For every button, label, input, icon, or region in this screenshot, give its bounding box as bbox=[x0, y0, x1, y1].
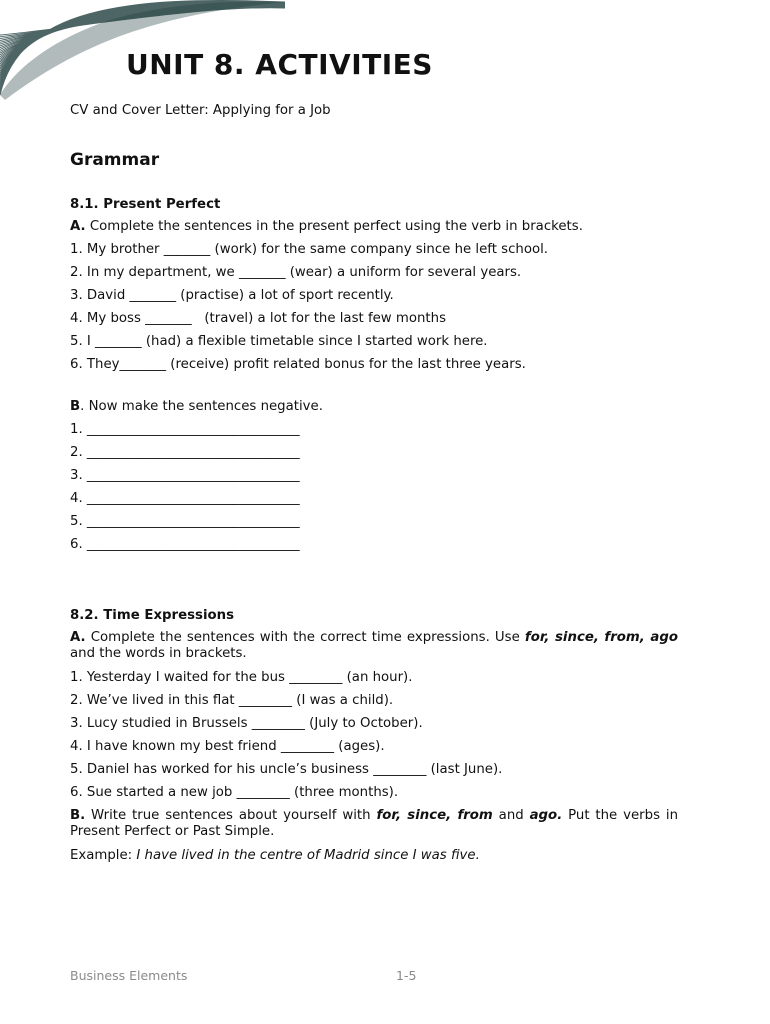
answer-line: 5. ________________________________ bbox=[70, 514, 300, 529]
example-sentence: Example: I have lived in the centre of Madrid since I was five. bbox=[70, 848, 480, 863]
footer-page-number: 1-5 bbox=[396, 968, 417, 983]
exercise-item: 3. Lucy studied in Brussels ________ (July to October). bbox=[70, 716, 423, 731]
part-label: A. bbox=[70, 219, 86, 234]
exercise-item: 2. We’ve lived in this flat ________ (I was a child). bbox=[70, 693, 394, 708]
part-label: B. bbox=[70, 808, 86, 823]
exercise-item: 1. Yesterday I waited for the bus ________ (an hour). bbox=[70, 670, 413, 685]
unit-subtitle: CV and Cover Letter: Applying for a Job bbox=[70, 103, 331, 118]
footer-publication: Business Elements bbox=[70, 968, 188, 983]
answer-line: 4. ________________________________ bbox=[70, 491, 300, 506]
exercise-item: 6. They_______ (receive) profit related bonus for the last three years. bbox=[70, 357, 526, 372]
exercise-item: 4. My boss _______ (travel) a lot for the last few months bbox=[70, 311, 446, 326]
instruction-8-2-a: A. Complete the sentences with the correct time expressions. Use for, since, from, ago and the words in brackets. bbox=[70, 630, 678, 661]
exercise-item: 5. I _______ (had) a flexible timetable since I started work here. bbox=[70, 334, 488, 349]
exercise-heading-8-1: 8.1. Present Perfect bbox=[70, 197, 221, 212]
exercise-item: 5. Daniel has worked for his uncle’s business ________ (last June). bbox=[70, 762, 503, 777]
instruction-8-1-a: A. Complete the sentences in the present perfect using the verb in brackets. bbox=[70, 219, 583, 234]
exercise-item: 3. David _______ (practise) a lot of sport recently. bbox=[70, 288, 394, 303]
exercise-item: 4. I have known my best friend ________ (ages). bbox=[70, 739, 385, 754]
exercise-item: 6. Sue started a new job ________ (three months). bbox=[70, 785, 399, 800]
answer-line: 3. ________________________________ bbox=[70, 468, 300, 483]
answer-line: 6. ________________________________ bbox=[70, 537, 300, 552]
answer-line: 1. ________________________________ bbox=[70, 422, 300, 437]
part-label: A. bbox=[70, 630, 86, 645]
exercise-item: 2. In my department, we _______ (wear) a uniform for several years. bbox=[70, 265, 522, 280]
part-label: B bbox=[70, 399, 81, 414]
answer-line: 2. ________________________________ bbox=[70, 445, 300, 460]
instruction-8-2-b: B. Write true sentences about yourself with for, since, from and ago. Put the verbs in Present Perfect or Past Simple. bbox=[70, 808, 678, 839]
worksheet-body bbox=[70, 102, 678, 867]
section-heading: Grammar bbox=[70, 150, 160, 170]
instruction-8-1-b: B. Now make the sentences negative. bbox=[70, 399, 323, 414]
page-title: UNIT 8. ACTIVITIES bbox=[126, 48, 433, 81]
exercise-item: 1. My brother _______ (work) for the same company since he left school. bbox=[70, 242, 549, 257]
exercise-heading-8-2: 8.2. Time Expressions bbox=[70, 608, 235, 623]
